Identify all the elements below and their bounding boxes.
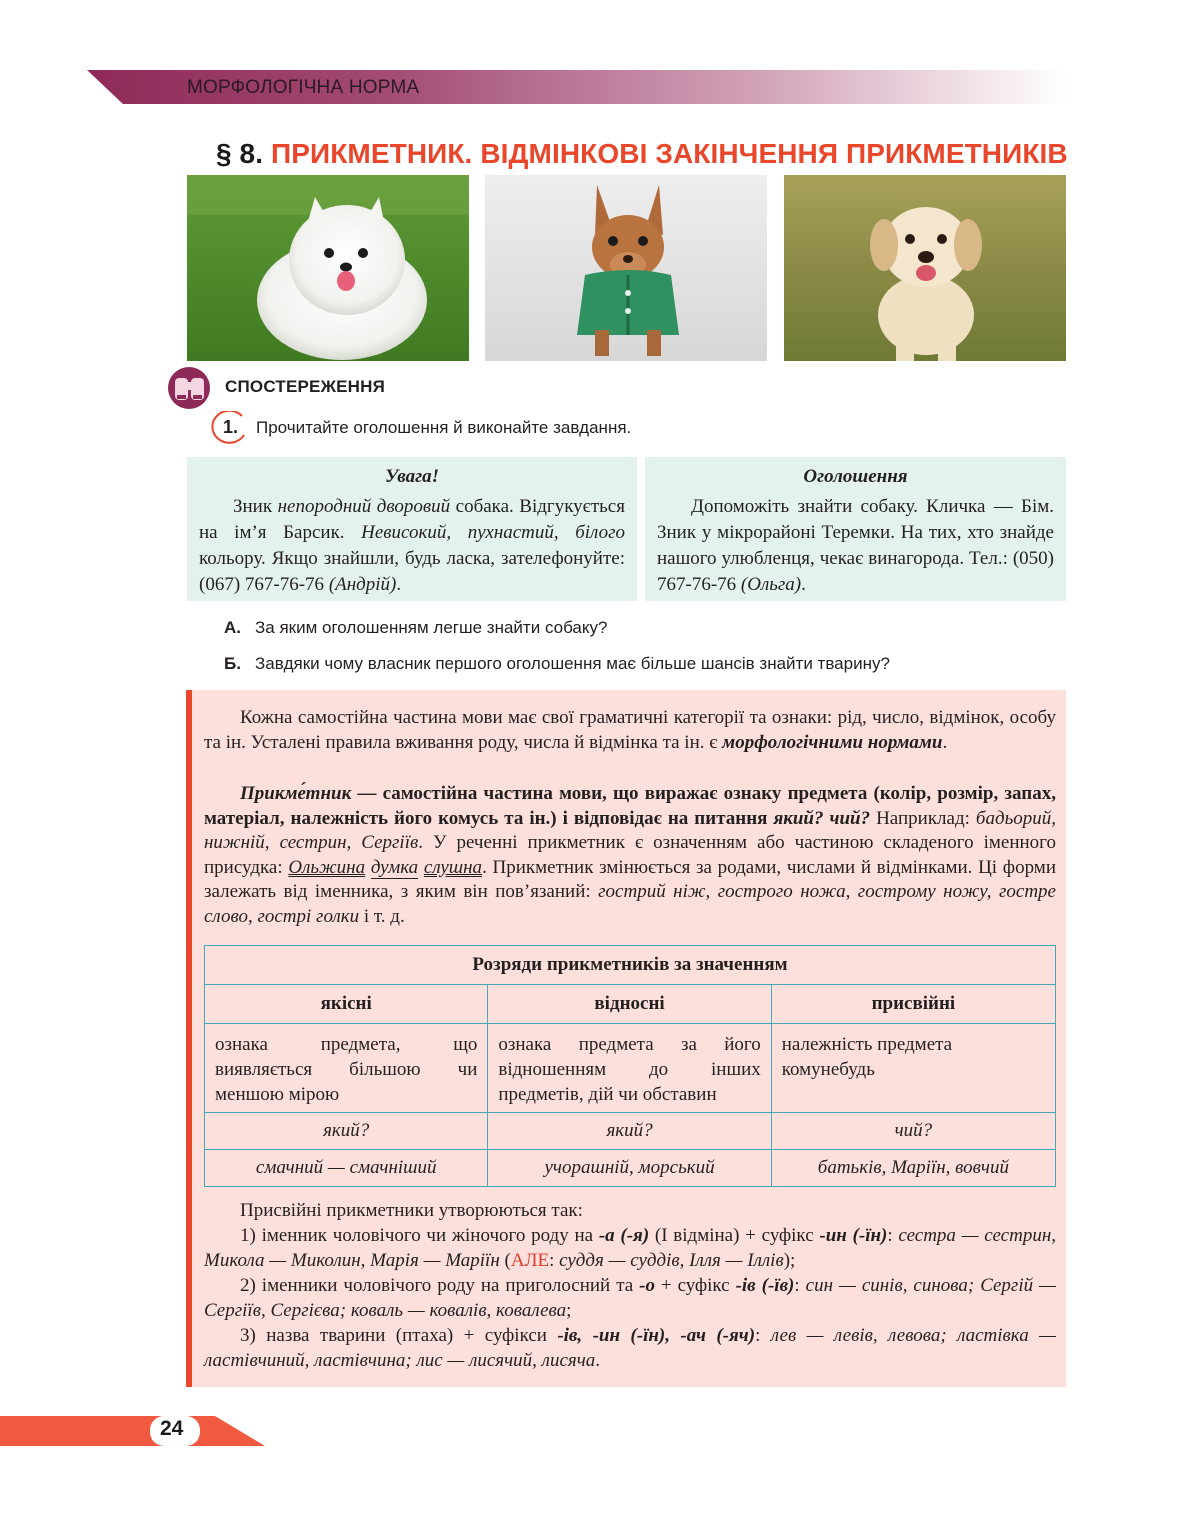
task-instruction: Прочитайте оголошення й виконайте завдання. [256, 418, 632, 437]
ad-card-attention [187, 457, 637, 601]
section-number: § 8. [216, 138, 264, 169]
table-header-cell: якісні [205, 985, 488, 1024]
ad-text: Допоможіть знайти собаку. Кличка — Бім. Зник у мікрорайоні Теремки. На тих, хто знайде нашого улюбленця, чекає винагорода. Тел.: (050) 767-76-76 (Ольга). [657, 496, 1054, 595]
theory-paragraph-definition: Прикме́тник — самостійна частина мови, що виражає ознаку предмета (колір, розмір, запах, матеріал, належність його комусь та ін.) і відповідає на питання який? чий? Наприклад: бадьорий, нижній, сестрин, Сергіїв. У реченні прикметник є означенням або частиною складеного іменного присудка: Ольжина думка слушна. Прикметник змінюється за родами, числами й відмінками. Ці форми залежать від іменника, з яким він пов’язаний: гострий ніж, гострого ножа, гострому ножу, гостре слово, гострі голки і т. д. [204, 783, 1056, 927]
binoculars-icon [165, 364, 215, 417]
photo-retriever-puppy [784, 175, 1066, 361]
possessive-rule-1: 1) іменник чоловічого чи жіночого роду на -а (-я) (І відміна) + суфікс -ин (-їн): сестра — сестрин, Микола — Миколин, Марія — Маріїн (АЛЕ: суддя — суддів, Ілля — Іллів); [204, 1225, 1056, 1271]
possessive-rule-3: 3) назва тварини (птаха) + суфікси -ів, -ин (-їн), -ач (-яч): лев — левів, левова; ластівка — ластівчиний, ластівчина; лис — лисячий, лисяча. [204, 1325, 1056, 1371]
ad-card-announcement [645, 457, 1066, 601]
chapter-header: МОРФОЛОГІЧНА НОРМА [187, 77, 420, 98]
table-cell: смачний — смачніший [205, 1150, 488, 1187]
table-title: Розряди прикметників за значенням [205, 946, 1056, 985]
question-b: Б. Завдяки чому власник першого оголошення має більше шансів знайти тварину? [224, 654, 890, 673]
task-number: 1. [223, 417, 239, 437]
section-title [216, 138, 1068, 170]
table-cell: учорашній, морський [488, 1150, 771, 1187]
page-number: 24 [160, 1417, 184, 1440]
ad-title: Увага! [384, 466, 440, 487]
ad-title: Оголошення [803, 466, 908, 487]
possessive-rule-2: 2) іменники чоловічого роду на приголосний та -о + суфікс -ів (-їв): син — синів, синова; Сергій — Сергіїв, Сергієва; коваль — ковалів, ковалева; [204, 1275, 1056, 1321]
theory-paragraph-1: Кожна самостійна частина мови має свої граматичні категорії та ознаки: рід, число, відмінок, особу та ін. Усталені правила вживання роду, числа й відмінка та ін. є морфологічними нормами. [204, 707, 1056, 753]
table-cell: який? [488, 1113, 771, 1150]
table-cell: належність предмета комунебудь [771, 1024, 1055, 1113]
question-a: А. За яким оголошенням легше знайти собаку? [224, 618, 608, 637]
adjective-categories-table [204, 945, 1056, 1187]
table-header-cell: присвійні [771, 985, 1055, 1024]
task-number-badge [208, 411, 248, 447]
table-cell: ознака предмета, що виявляється більшою чи меншою мірою [205, 1024, 488, 1113]
table-cell: ознака предмета за його відношенням до інших предметів, дій чи обставин [488, 1024, 771, 1113]
photo-white-spitz [187, 175, 469, 361]
possessive-intro: Присвійні прикметники утворюються так: [240, 1200, 583, 1221]
observation-heading: СПОСТЕРЕЖЕННЯ [225, 377, 386, 396]
table-cell: який? [205, 1113, 488, 1150]
table-cell: чий? [771, 1113, 1055, 1150]
table-header-cell: відносні [488, 985, 771, 1024]
page-number-tab [0, 1415, 265, 1447]
section-heading: ПРИКМЕТНИК. ВІДМІНКОВІ ЗАКІНЧЕННЯ ПРИКМЕТНИКІВ [271, 138, 1068, 169]
table-cell: батьків, Маріїн, вовчий [771, 1150, 1055, 1187]
photo-chihuahua [485, 175, 767, 361]
ad-text: Зник непородний дворовий собака. Відгукується на ім’я Барсик. Невисокий, пухнастий, білого кольору. Якщо знайшли, будь ласка, зателефонуйте: (067) 767-76-76 (Андрій). [199, 496, 625, 595]
